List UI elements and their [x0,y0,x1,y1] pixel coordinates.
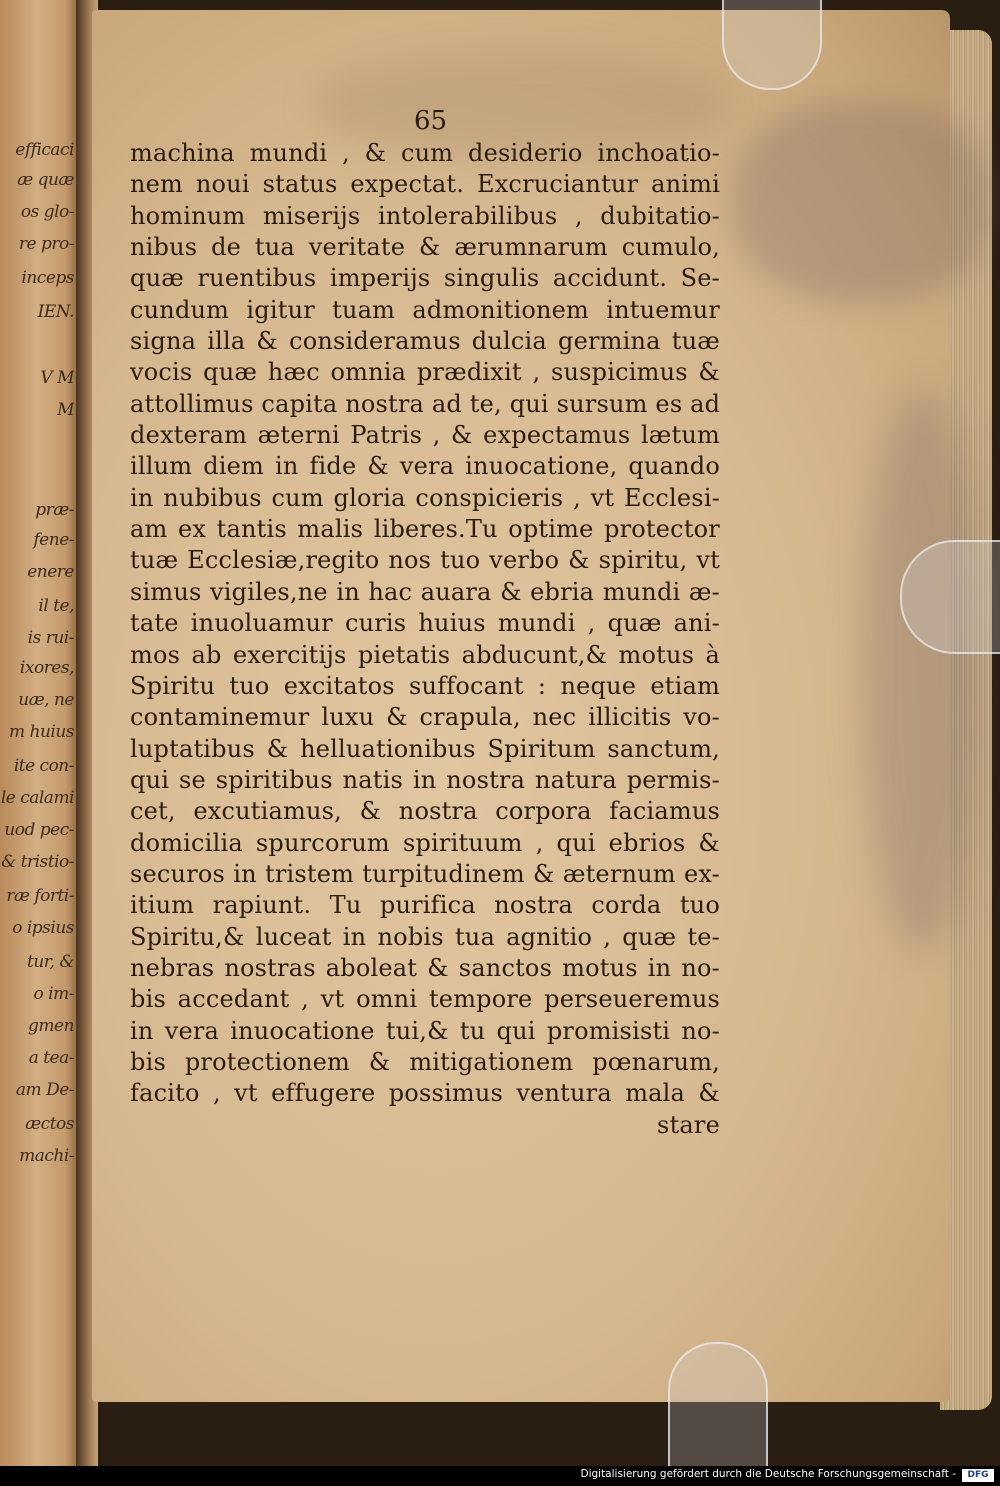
text-line: nibus de tua veritate & ærumnarum cumulo, [130,233,720,262]
left-page-fragment: ixores, [19,658,74,678]
text-line: vocis quæ hæc omnia prædixit , suspicimus & [130,358,720,387]
glass-clip [900,540,1000,654]
text-line: in vera inuocatione tui,& tu qui promisisti no- [130,1016,720,1045]
text-line: cet, excutiamus, & nostra corpora faciamus [130,797,720,826]
text-line: bis protectionem & mitigationem pœnarum, [130,1047,720,1076]
water-stain [732,102,992,302]
left-page-fragment: ræ forti- [6,886,74,906]
left-page-fragment: V M [40,368,74,388]
text-line: simus vigiles,ne in hac auara & ebria mundi æ- [130,577,720,606]
text-line: securos in tristem turpitudinem & æternum ex- [130,859,720,888]
left-page-fragment: o im- [33,984,74,1004]
footer-bar [0,1466,1000,1486]
body-text [130,138,720,1141]
text-line: bis accedant , vt omni tempore perseueremus [130,985,720,1014]
text-line: dexteram æterni Patris , & expectamus lætum [130,421,720,450]
left-page-fragment: fene- [33,530,74,550]
text-line: in nubibus cum gloria conspicieris , vt Ecclesi- [130,483,720,512]
left-page-fragment: am De- [15,1080,74,1100]
glass-clip [668,1342,768,1466]
text-line: am ex tantis malis liberes.Tu optime protector [130,515,720,544]
text-line: contaminemur luxu & crapula, nec illicitis vo- [130,703,720,732]
water-stain [862,390,982,950]
text-line: hominum miserijs intolerabilibus , dubitatio- [130,201,720,230]
left-page-fragment: uod pec- [4,820,74,840]
left-page-fragment: m huius [8,722,74,742]
left-page-fragment: tur, & [27,952,74,972]
dfg-logo: DFG [962,1469,994,1482]
page-number: 65 [414,106,448,136]
left-page-fragment: æctos [25,1114,74,1134]
left-page-fragment: os glo- [20,202,74,222]
glass-clip [722,0,822,90]
text-line: nebras nostras aboleat & sanctos motus in no- [130,953,720,982]
left-page-fragment: gmen [27,1016,74,1036]
text-line: Spiritu,& luceat in nobis tua agnitio , quæ te- [130,922,720,951]
text-line: tate inuoluamur curis huius mundi , quæ ani- [130,609,720,638]
catchword: stare [657,1110,720,1139]
text-line: luptatibus & helluationibus Spiritum sanctum, [130,734,720,763]
left-page-fragment: il te, [38,596,74,616]
text-line: machina mundi , & cum desiderio inchoatio- [130,139,720,167]
text-line: qui se spiritibus natis in nostra natura permis- [130,765,720,794]
left-page-edge [0,0,82,1466]
text-line: attollimus capita nostra ad te, qui sursum es ad [130,389,721,418]
left-page-fragment: machi- [19,1146,74,1166]
text-line: facito , vt effugere possimus ventura mala & [130,1079,720,1108]
left-page-fragment: IEN. [37,302,74,322]
text-line: Spiritu tuo excitatos suffocant : neque etiam [130,671,720,700]
left-page-fragment: efficaci [15,140,74,160]
text-line: itium rapiunt. Tu purifica nostra corda tuo [130,891,720,920]
left-page-fragment: præ- [35,500,74,520]
left-page-fragment: inceps [21,268,74,288]
text-line: domicilia spurcorum spirituum , qui ebrios & [130,828,720,857]
text-line: signa illa & consideramus dulcia germina tuæ [130,327,720,356]
left-page-fragment: & tristio- [1,852,74,872]
left-page-fragment: re pro- [18,234,74,254]
text-line: cundum igitur tuam admonitionem intuemur [130,295,720,324]
left-page-fragment: a tea- [28,1048,74,1068]
left-page-fragment: uæ, ne [18,690,74,710]
text-line: nem noui status expectat. Excruciantur animi [130,170,720,199]
left-page-fragment: enere [27,562,74,582]
text-line: illum diem in fide & vera inuocatione, quando [130,452,720,481]
left-page-fragment: ite con- [13,756,74,776]
left-page-fragment: æ quæ [17,170,74,190]
left-page-fragment: le calami [0,788,74,808]
left-page-fragment: is rui- [27,628,74,648]
left-page-fragment: o ipsius [12,918,74,938]
text-line: mos ab exercitijs pietatis abducunt,& motus à [130,640,720,669]
digitization-credit: Digitalisierung gefördert durch die Deutsche Forschungsgemeinschaft - [580,1468,956,1480]
text-line: tuæ Ecclesiæ,regito nos tuo verbo & spiritu, vt [130,546,720,575]
text-line: quæ ruentibus imperijs singulis accidunt. Se- [130,264,720,293]
left-page-fragment: M [57,400,74,420]
